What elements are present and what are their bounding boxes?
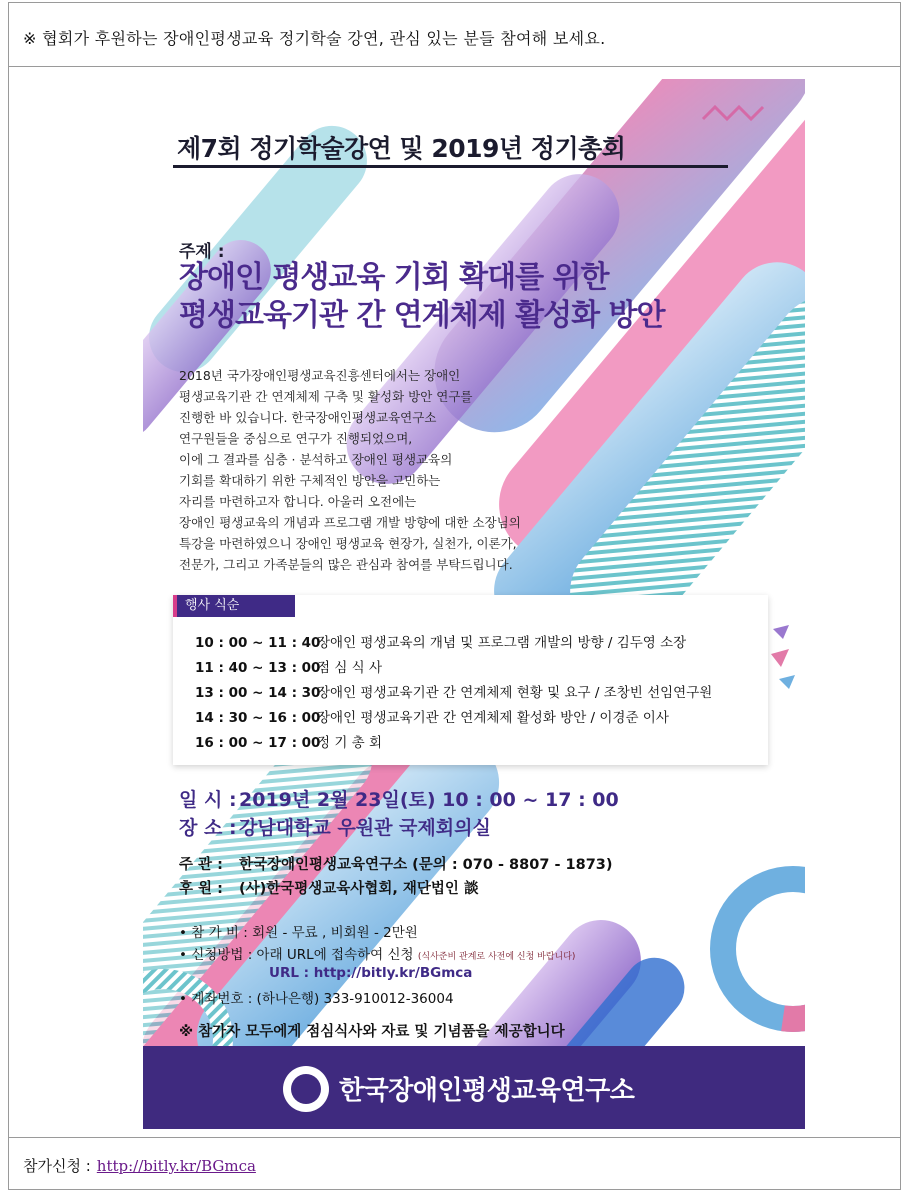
schedule-desc: 장애인 평생교육기관 간 연계체제 현황 및 요구 / 조창빈 선임연구원 <box>317 685 713 701</box>
intro-line: 특강을 마련하였으니 장애인 평생교육 현장가, 실천가, 이론가, <box>179 536 517 551</box>
sponsor-info <box>179 877 478 898</box>
topic-line-1: 장애인 평생교육 기회 확대를 위한 <box>179 260 609 295</box>
poster-note: ※ 참가자 모두에게 점심식사와 자료 및 기념품을 제공합니다 <box>179 1024 565 1040</box>
intro-paragraph <box>179 365 609 575</box>
schedule-desc: 장애인 평생교육기관 간 연계체제 활성화 방안 / 이경준 이사 <box>317 710 669 726</box>
schedule-time: 11 : 40 ~ 13 : 00 <box>195 660 321 676</box>
schedule-row <box>195 656 382 676</box>
apply-text: • 신청방법 : 아래 URL에 접속하여 신청 <box>179 947 414 963</box>
intro-line: 이에 그 결과를 심층 · 분석하고 장애인 평생교육의 <box>179 452 453 467</box>
topic-line-2: 평생교육기관 간 연계체제 활성화 방안 <box>179 298 665 333</box>
host-label: 주 관 : <box>179 857 223 873</box>
topic-heading <box>179 259 664 335</box>
schedule-time: 10 : 00 ~ 11 : 40 <box>195 635 321 651</box>
fee-info: • 참 가 비 : 회원 - 무료 , 비회원 - 2만원 <box>179 925 418 941</box>
date-label: 일 시 : <box>179 789 237 811</box>
content-frame <box>8 2 901 1190</box>
intro-line: 기회를 확대하기 위한 구체적인 방안을 고민하는 <box>179 473 441 488</box>
schedule-desc: 점 심 식 사 <box>317 660 383 676</box>
sponsor-label: 후 원 : <box>179 881 223 897</box>
poster-footer-band <box>143 1046 805 1129</box>
host-value: 한국장애인평생교육연구소 (문의 : 070 - 8807 - 1873) <box>239 857 613 873</box>
intro-line: 평생교육기관 간 연계체제 구축 및 활성화 방안 연구를 <box>179 389 473 404</box>
intro-line: 진행한 바 있습니다. 한국장애인평생교육연구소 <box>179 410 437 425</box>
schedule-row <box>195 681 712 701</box>
schedule-desc: 장애인 평생교육의 개념 및 프로그램 개발의 방향 / 김두영 소장 <box>317 635 687 651</box>
notice-text: ※ 협회가 후원하는 장애인평생교육 정기학술 강연, 관심 있는 분들 참여해 보세요. <box>23 29 606 48</box>
poster-title: 제7회 정기학술강연 및 2019년 정기총회 <box>177 134 626 163</box>
intro-line: 전문가, 그리고 가족분들의 많은 관심과 참여를 부탁드립니다. <box>179 557 513 572</box>
intro-line: 자리를 마련하고자 합니다. 아울러 오전에는 <box>179 494 417 509</box>
place-value: 강남대학교 우원관 국제회의실 <box>239 817 491 839</box>
schedule-row <box>195 706 669 726</box>
notice-row <box>9 3 900 67</box>
apply-info <box>179 943 575 963</box>
place-info <box>179 813 491 840</box>
schedule-label: 행사 식순 <box>173 595 295 617</box>
schedule-row <box>195 731 382 751</box>
event-poster <box>143 79 805 1129</box>
intro-line: 장애인 평생교육의 개념과 프로그램 개발 방향에 대한 소장님의 <box>179 515 521 530</box>
signup-link[interactable]: http://bitly.kr/BGmca <box>96 1157 256 1175</box>
schedule-time: 13 : 00 ~ 14 : 30 <box>195 685 321 701</box>
topic-label: 주제 : <box>179 242 225 262</box>
schedule-row <box>195 631 686 651</box>
schedule-desc: 정 기 총 회 <box>317 735 383 751</box>
apply-note: (식사준비 관계로 사전에 신청 바랍니다) <box>417 952 576 962</box>
signup-label <box>23 1155 256 1176</box>
schedule-time: 14 : 30 ~ 16 : 00 <box>195 710 321 726</box>
signup-row <box>9 1137 900 1189</box>
intro-line: 2018년 국가장애인평생교육진흥센터에서는 장애인 <box>179 368 461 383</box>
account-info: • 계좌번호 : (하나은행) 333-910012-36004 <box>179 991 454 1007</box>
org-logo-icon <box>283 1066 329 1112</box>
org-name: 한국장애인평생교육연구소 <box>339 1076 635 1106</box>
date-value: 2019년 2월 23일(토) 10 : 00 ~ 17 : 00 <box>239 789 619 811</box>
date-info <box>179 785 619 812</box>
sponsor-value: (사)한국평생교육사협회, 재단법인 談 <box>239 881 479 897</box>
poster-url: URL : http://bitly.kr/BGmca <box>269 965 473 981</box>
signup-label-text: 참가신청 : <box>23 1157 91 1175</box>
host-info <box>179 853 613 874</box>
schedule-time: 16 : 00 ~ 17 : 00 <box>195 735 321 751</box>
place-label: 장 소 : <box>179 817 237 839</box>
intro-line: 연구원들을 중심으로 연구가 진행되었으며, <box>179 431 413 446</box>
title-underline <box>173 165 728 168</box>
